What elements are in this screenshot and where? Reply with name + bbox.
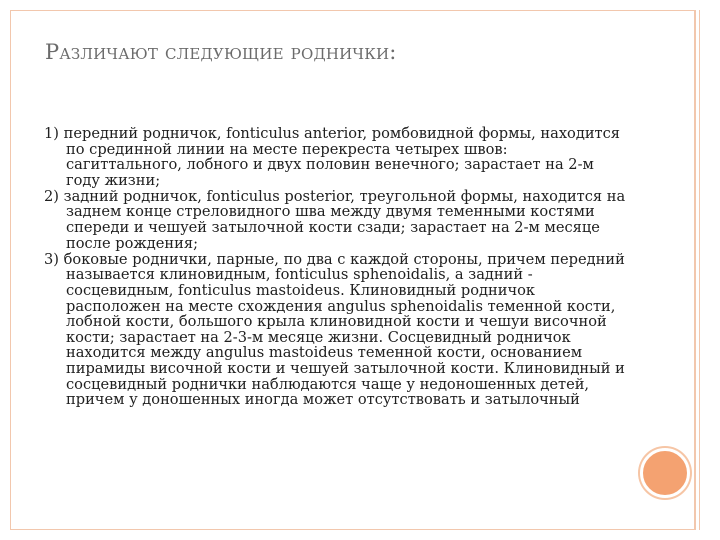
decorative-circle-icon	[640, 448, 690, 498]
fontanelle-list	[44, 126, 628, 408]
list-item-posterior-fontanelle: 2) задний родничок, fonticulus posterior, треугольной формы, находится на заднем конце стреловидного шва между двумя теменными костями спереди и чешуей затылочной кости сзади; зарастает на 2-м месяце после рождения;	[44, 187, 626, 252]
decorative-vertical-rule	[694, 10, 700, 530]
list-item-anterior-fontanelle: 1) передний родничок, fonticulus anterior, ромбовидной формы, находится по срединной линии на месте перекреста четырех швов: сагиттального, лобного и двух половин венечного; зарастает на 2-м году жизни;	[44, 125, 620, 189]
slide-title: Различают следующие роднички:	[45, 40, 397, 64]
list-item-lateral-fontanelles: 3) боковые роднички, парные, по два с каждой стороны, причем передний называется клиновидным, fonticulus sphenoidalis, а задний - сосцевидным, fonticulus mastoideus. Клиновидный родничок расположен на месте схождения angulus sphenoidalis теменной кости, лобной кости, большого крыла клиновидной кости и чешуи височной кости; зарастает на 2-3-м месяце жизни. Сосцевидный родничок находится между angulus mastoideus теменной кости, основанием пирамиды височной кости и чешуей затылочной кости. Клиновидный и сосцевидный роднички наблюдаются чаще у недоношенных детей, причем у доношенных иногда может отсутствовать и затылочный	[44, 250, 625, 409]
